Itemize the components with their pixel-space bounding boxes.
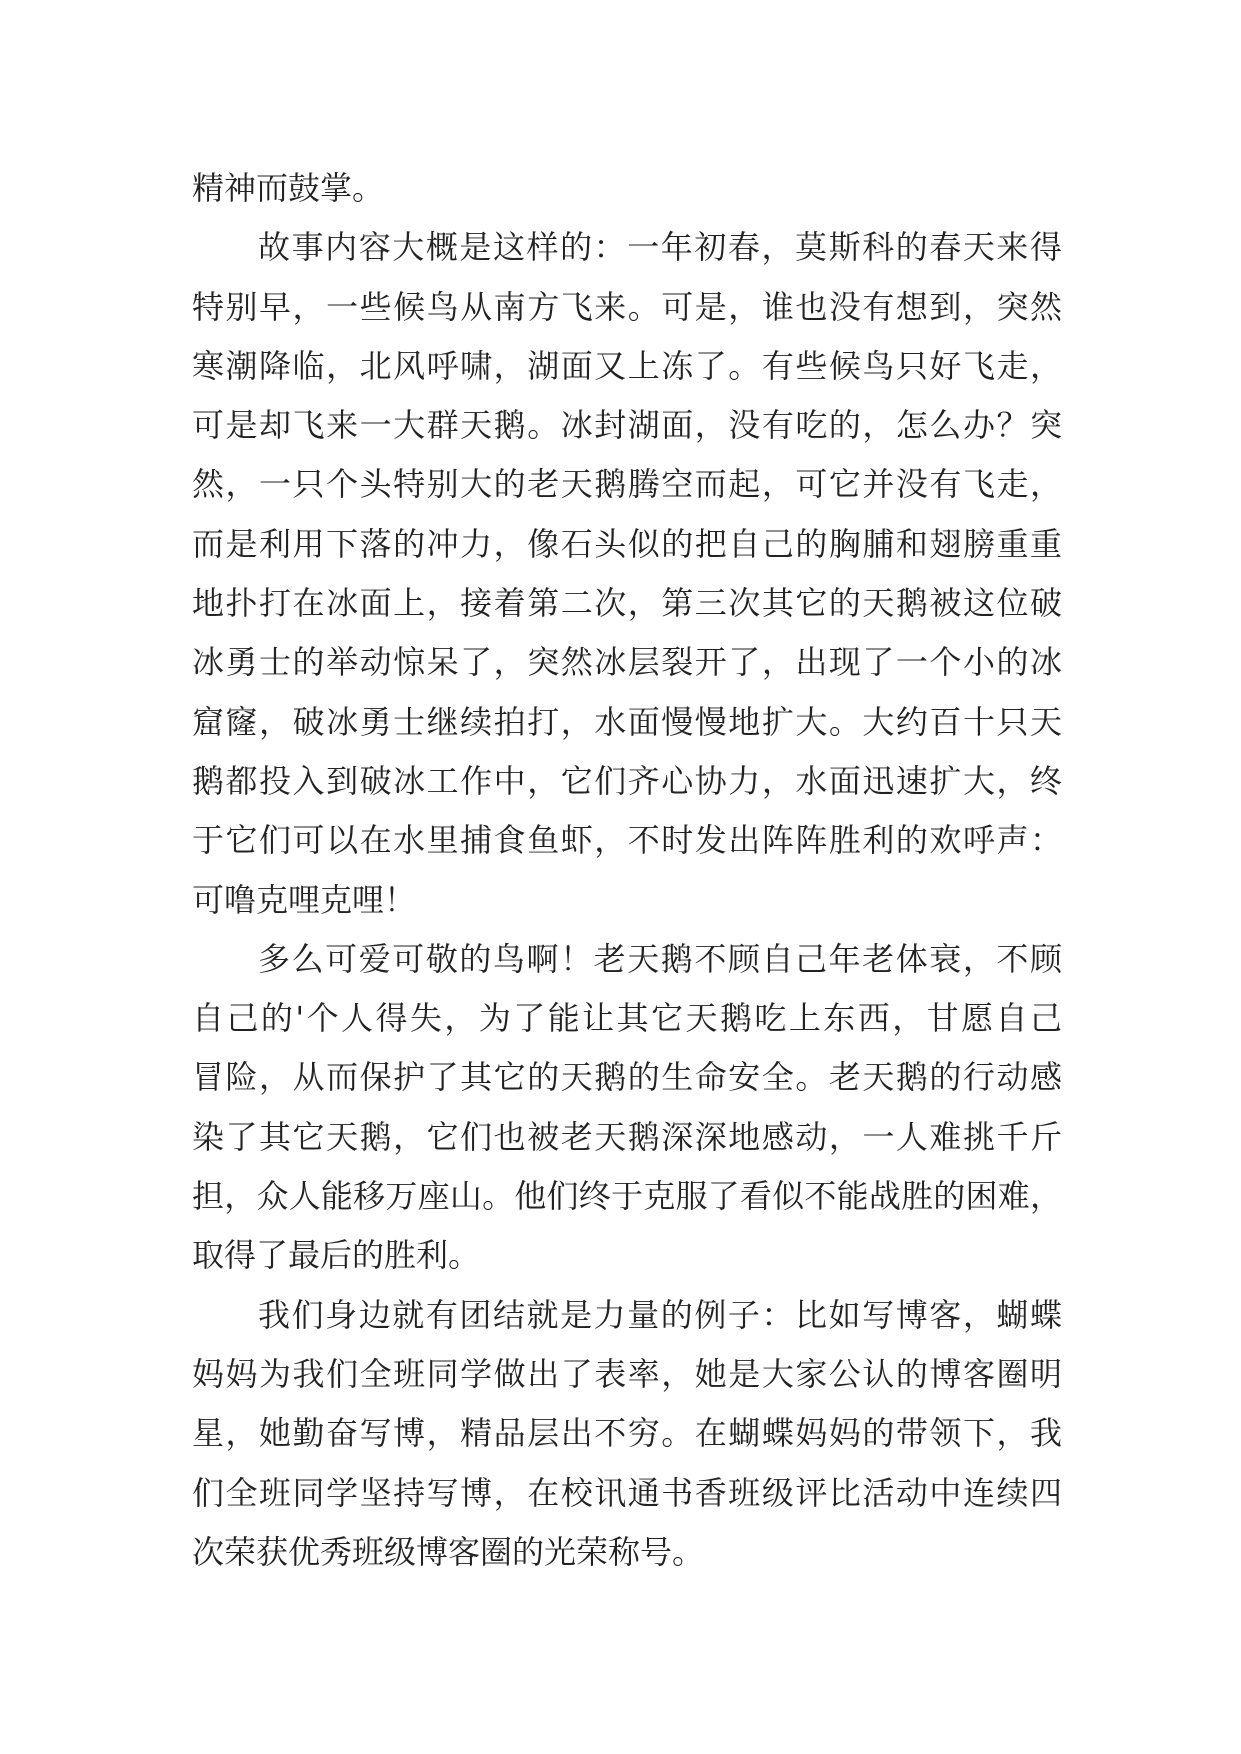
- text-line: 星，她勤奋写博，精品层出不穷。在蝴蝶妈妈的带领下，我: [192, 1414, 1062, 1453]
- text-line: 鹅都投入到破冰工作中，它们齐心协力，水面迅速扩大，终: [192, 761, 1062, 800]
- paragraph-first-line: 多么可爱可敬的鸟啊！老天鹅不顾自己年老体衰，不顾: [258, 939, 1062, 978]
- text-line: 可是却飞来一大群天鹅。冰封湖面，没有吃的，怎么办？突: [192, 406, 1062, 445]
- text-line: 然，一只个头特别大的老天鹅腾空而起，可它并没有飞走，: [192, 465, 1062, 504]
- text-line: 担，众人能移万座山。他们终于克服了看似不能战胜的困难，: [192, 1177, 1062, 1216]
- paragraph-first-line: 我们身边就有团结就是力量的例子：比如写博客，蝴蝶: [258, 1295, 1062, 1334]
- text-line: 们全班同学坚持写博，在校讯通书香班级评比活动中连续四: [192, 1473, 1062, 1512]
- text-line: 可噜克哩克哩！: [192, 880, 417, 919]
- text-line: 冒险，从而保护了其它的天鹅的生命安全。老天鹅的行动感: [192, 1058, 1062, 1097]
- body-text: [192, 159, 1062, 1582]
- text-line: 于它们可以在水里捕食鱼虾，不时发出阵阵胜利的欢呼声：: [192, 821, 1062, 860]
- text-line: 寒潮降临，北风呼啸，湖面又上冻了。有些候鸟只好飞走，: [192, 346, 1062, 385]
- text-line: 取得了最后的胜利。: [192, 1236, 481, 1275]
- text-line: 窟窿，破冰勇士继续拍打，水面慢慢地扩大。大约百十只天: [192, 702, 1062, 741]
- text-line: 次荣获优秀班级博客圈的光荣称号。: [192, 1532, 705, 1571]
- text-line: 自己的'个人得失，为了能让其它天鹅吃上东西，甘愿自己: [192, 999, 1062, 1038]
- text-line: 特别早，一些候鸟从南方飞来。可是，谁也没有想到，突然: [192, 287, 1062, 326]
- text-line: 妈妈为我们全班同学做出了表率，她是大家公认的博客圈明: [192, 1354, 1062, 1393]
- text-line: 染了其它天鹅，它们也被老天鹅深深地感动，一人难挑千斤: [192, 1117, 1062, 1156]
- paragraph-first-line: 故事内容大概是这样的：一年初春，莫斯科的春天来得: [258, 228, 1062, 267]
- text-line: 冰勇士的举动惊呆了，突然冰层裂开了，出现了一个小的冰: [192, 643, 1062, 682]
- text-line: 而是利用下落的冲力，像石头似的把自己的胸脯和翅膀重重: [192, 524, 1062, 563]
- text-line: 精神而鼓掌。: [192, 169, 385, 207]
- text-line: 地扑打在冰面上，接着第二次，第三次其它的天鹅被这位破: [192, 584, 1062, 623]
